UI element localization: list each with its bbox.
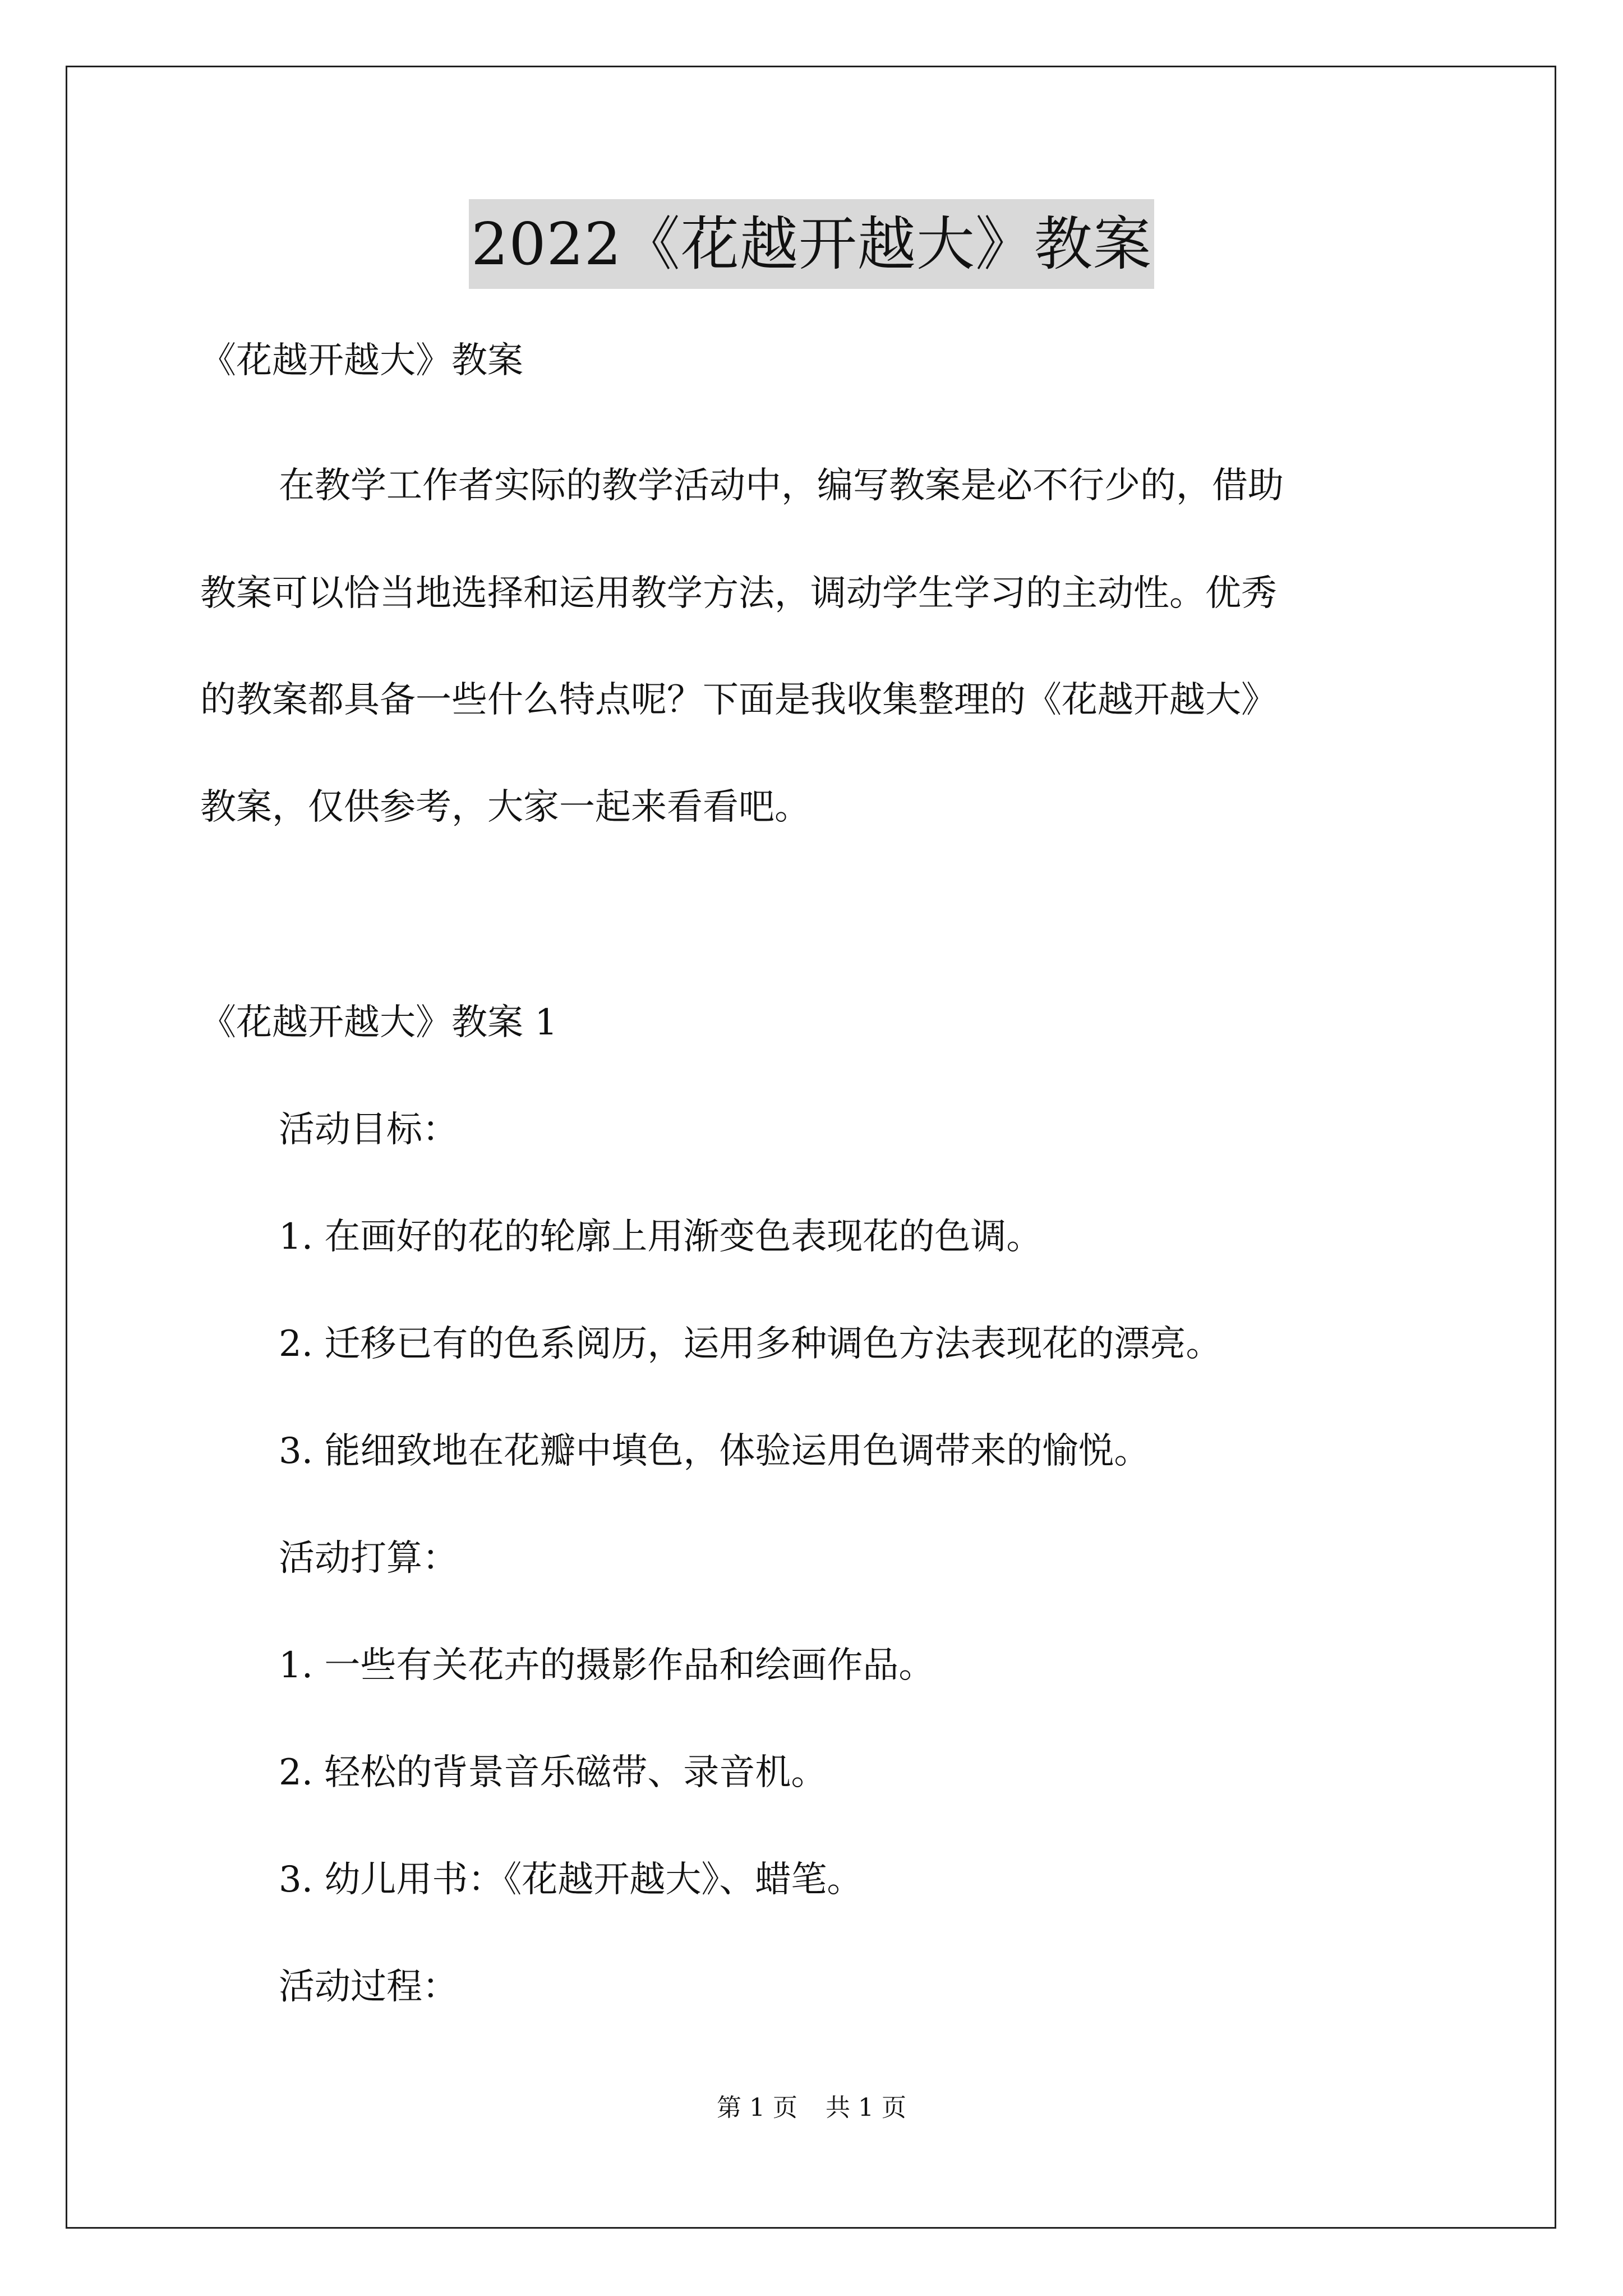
goals-heading: 活动目标： <box>279 1109 458 1151</box>
page-number: 第 1 页 <box>717 2093 797 2122</box>
goal-item-2: 2. 迁移已有的色系阅历，运用多种调色方法表现花的漂亮。 <box>279 1323 1222 1365</box>
title-wrapper <box>0 199 1623 289</box>
goal-item-1: 1. 在画好的花的轮廓上用渐变色表现花的色调。 <box>279 1216 1043 1258</box>
intro-line-3: 的教案都具备一些什么特点呢？下面是我收集整理的《花越开越大》 <box>200 679 1277 721</box>
process-heading: 活动过程： <box>279 1966 458 2008</box>
document-subtitle: 《花越开越大》教案 <box>200 340 523 381</box>
prep-item-3: 3. 幼儿用书：《花越开越大》、蜡笔。 <box>279 1859 863 1901</box>
section-heading: 《花越开越大》教案 1 <box>200 1002 558 1043</box>
page-total: 共 1 页 <box>826 2093 906 2122</box>
page-footer <box>0 2091 1623 2125</box>
prep-heading: 活动打算： <box>279 1538 458 1579</box>
prep-item-2: 2. 轻松的背景音乐磁带、录音机。 <box>279 1752 827 1793</box>
intro-line-2: 教案可以恰当地选择和运用教学方法，调动学生学习的主动性。优秀 <box>200 573 1277 614</box>
prep-item-1: 1. 一些有关花卉的摄影作品和绘画作品。 <box>279 1645 935 1686</box>
goal-item-3: 3. 能细致地在花瓣中填色，体验运用色调带来的愉悦。 <box>279 1430 1150 1472</box>
intro-line-4: 教案，仅供参考，大家一起来看看吧。 <box>200 786 810 828</box>
intro-line-1: 在教学工作者实际的教学活动中，编写教案是必不行少的，借助 <box>279 465 1284 507</box>
document-title: 2022《花越开越大》教案 <box>469 199 1154 289</box>
